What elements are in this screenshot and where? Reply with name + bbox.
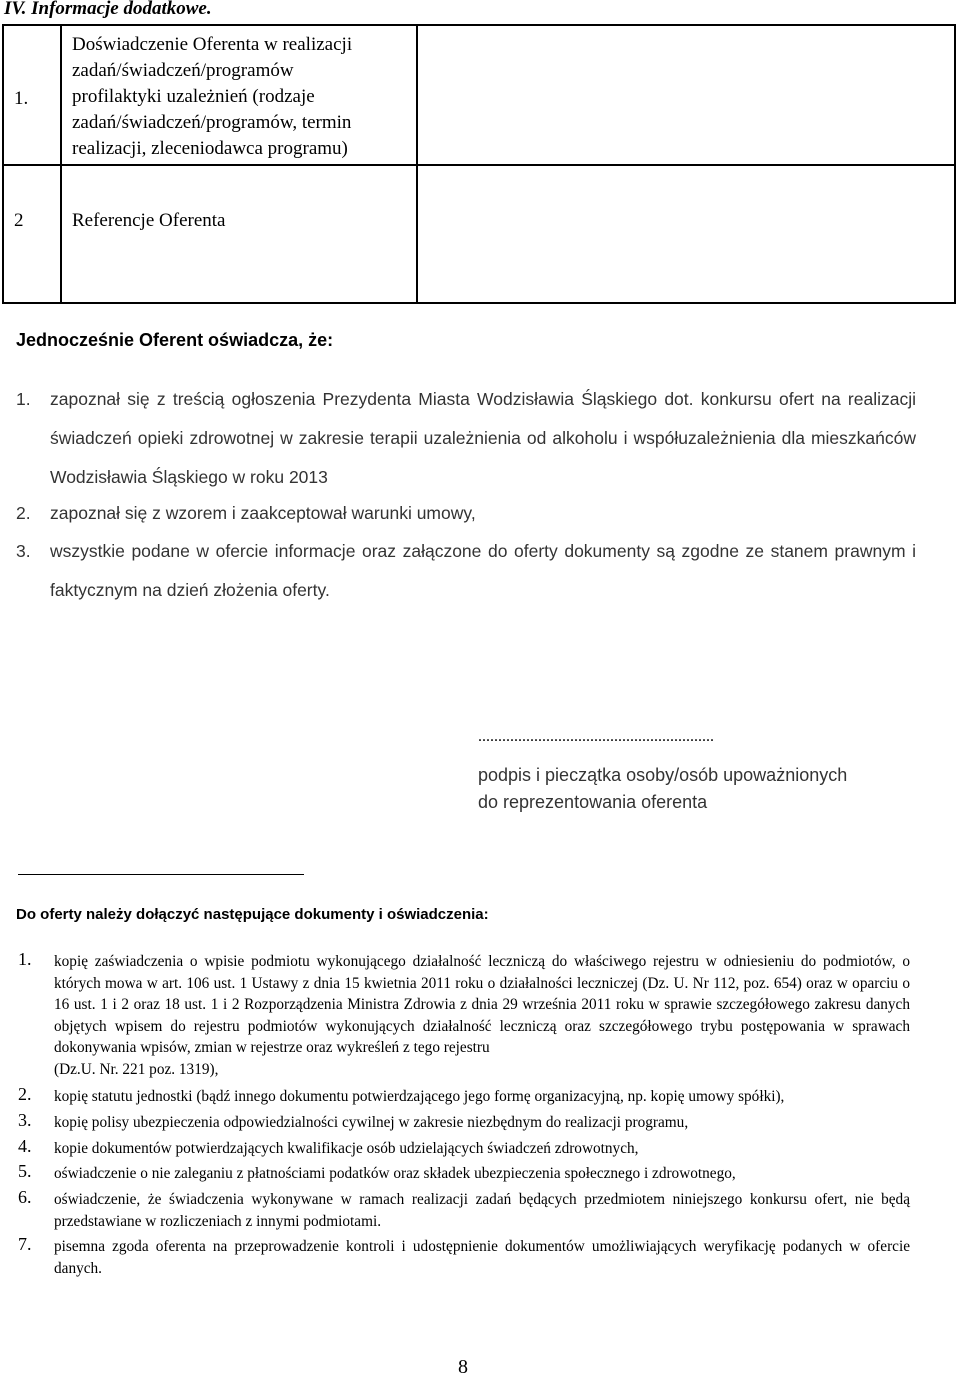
- list-item-number: 5.: [18, 1161, 32, 1182]
- list-item-number: 4.: [18, 1135, 32, 1156]
- list-item-text: wszystkie podane w ofercie informacje oraz załączone do oferty dokumenty są zgodne ze stanem prawnym i faktycznym na dzień złożenia oferty.: [50, 541, 916, 600]
- list-item: [16, 380, 916, 497]
- signature-line: ...........................................................: [478, 728, 714, 745]
- table-row-references: [3, 165, 955, 303]
- declaration-heading: Jednocześnie Oferent oświadcza, że:: [16, 330, 334, 350]
- page-number: 8: [458, 1356, 468, 1378]
- label-line: zadań/świadczeń/programów: [72, 60, 294, 81]
- attachments-heading: Do oferty należy dołączyć następujące dokumenty i oświadczenia:: [16, 906, 489, 923]
- list-item-number: 2.: [16, 503, 31, 523]
- label-line: zadań/świadczeń/programów, termin: [72, 112, 352, 133]
- list-item-number: 7.: [18, 1234, 32, 1255]
- experience-value-cell[interactable]: [417, 25, 955, 165]
- row-label-cell: [61, 25, 417, 165]
- row-number-cell: [3, 25, 61, 165]
- row-label-cell: [61, 165, 417, 303]
- row-number-cell: [3, 165, 61, 303]
- list-item-number: 1.: [16, 389, 31, 409]
- signature-caption-line: do reprezentowania oferenta: [478, 792, 708, 812]
- row-number: 1.: [14, 88, 29, 109]
- list-item: [14, 951, 910, 1081]
- list-item-number: 6.: [18, 1186, 32, 1207]
- list-item: [14, 1135, 910, 1160]
- row-label: [62, 26, 416, 162]
- attachments-list: [14, 951, 910, 1279]
- list-item-number: 1.: [18, 949, 32, 969]
- list-item: [14, 1083, 910, 1108]
- list-item-text-extra: (Dz.U. Nr. 221 poz. 1319),: [54, 1060, 219, 1078]
- section-heading: IV. Informacje dodatkowe.: [4, 0, 212, 19]
- list-item-text: zapoznał się z treścią ogłoszenia Prezydenta Miasta Wodzisławia Śląskiego dot. konkursu ofert na realizacji świadczeń opieki zdrowotnej w zakresie terapii uzależnienia od alkoholu i współuzależnienia dla mieszkańców Wodzisławia Śląskiego w roku 2013: [50, 389, 916, 487]
- signature-caption-line: podpis i pieczątka osoby/osób upoważnionych: [478, 765, 848, 785]
- list-item: [14, 1163, 910, 1185]
- list-item-text: kopię statutu jednostki (bądź innego dokumentu potwierdzającego jego formę organizacyjną, np. kopię umowy spółki),: [54, 1087, 785, 1105]
- list-item-text: oświadczenie, że świadczenia wykonywane w ramach realizacji zadań będących przedmiotem niniejszego konkursu ofert, nie będą przedstawiane w rozliczeniach z innymi podmiotami.: [54, 1190, 910, 1230]
- list-item-number: 3.: [18, 1110, 32, 1131]
- list-item-text: kopię polisy ubezpieczenia odpowiedzialności cywilnej w zakresie niezbędnym do realizacji programu,: [54, 1114, 689, 1132]
- list-item-text: oświadczenie o nie zaleganiu z płatnościami podatków oraz składek ubezpieczenia społecznego i zdrowotnego,: [54, 1165, 736, 1183]
- list-item-text: pisemna zgoda oferenta na przeprowadzenie kontroli i udostępnienie dokumentów umożliwiających weryfikację podanych w ofercie danych.: [54, 1238, 910, 1277]
- label-line: profilaktyki uzależnień (rodzaje: [72, 86, 315, 107]
- signature-caption: [478, 762, 847, 816]
- list-item-text: zapoznał się z wzorem i zaakceptował warunki umowy,: [50, 503, 476, 523]
- table-row-experience: [3, 25, 955, 165]
- list-item-number: 2.: [18, 1083, 32, 1104]
- divider-line: [18, 874, 304, 875]
- additional-info-table: [2, 24, 956, 304]
- list-item: [14, 1186, 910, 1232]
- list-item: [14, 1112, 910, 1134]
- declaration-list: [16, 380, 916, 610]
- list-item: [16, 494, 916, 533]
- list-item-text: kopię zaświadczenia o wpisie podmiotu wykonującego działalność leczniczą do właściwego rejestru w odniesieniu do podmiotów, o których mowa w art. 106 ust. 1 Ustawy z dnia 15 kwietnia 2011 roku o działalności leczniczej (Dz. U. Nr 112, poz. 654) oraz w oparciu o 16 ust. 1 i 2 oraz 18 ust. 1 i 2 Rozporządzenia Ministra Zdrowia z dnia 29 września 2011 roku w sprawie szczegółowego zakresu danych objętych wpisem do rejestru podmiotów wykonujących działalność leczniczą oraz szczegółowego trybu postępowania w sprawach dokonywania wpisów, zmian w rejestrze oraz wykreśleń z tego rejestru: [54, 953, 910, 1057]
- list-item-text: kopie dokumentów potwierdzających kwalifikacje osób udzielających świadczeń zdrowotnych,: [54, 1139, 639, 1157]
- label-line: Doświadczenie Oferenta w realizacji: [72, 34, 353, 55]
- list-item-number: 3.: [16, 541, 31, 561]
- row-label: Referencje Oferenta: [72, 210, 226, 231]
- references-value-cell[interactable]: [417, 165, 955, 303]
- list-item: [14, 1236, 910, 1279]
- row-number: 2: [14, 210, 24, 231]
- list-item: [16, 532, 916, 610]
- label-line: realizacji, zleceniodawca programu): [72, 138, 348, 159]
